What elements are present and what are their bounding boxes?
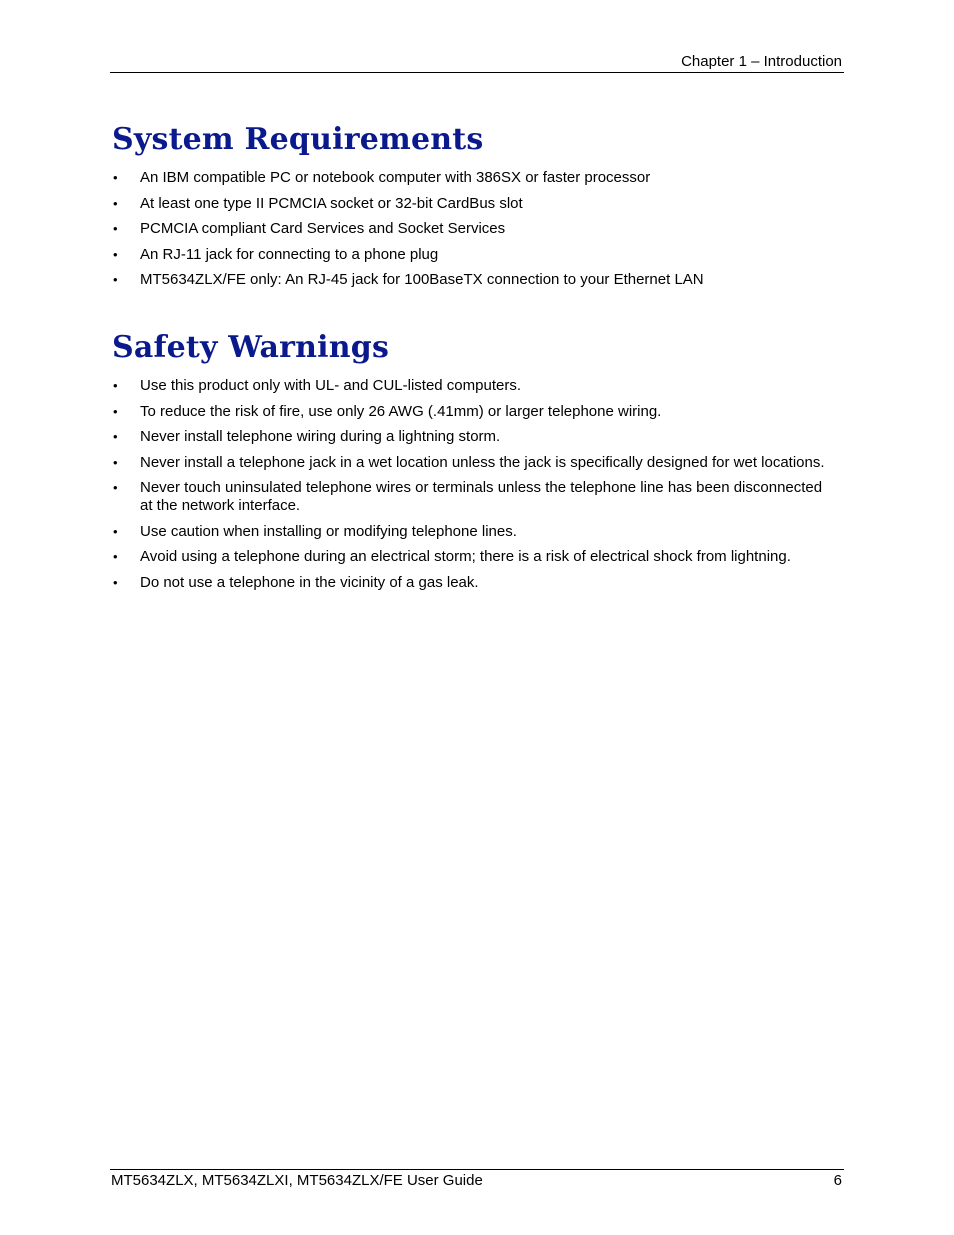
page-header: [110, 52, 844, 73]
safety-warnings-list: [110, 377, 830, 599]
list-item: • Use caution when installing or modifying telephone lines.: [110, 523, 830, 541]
safety-warnings-title: Safety Warnings: [112, 330, 390, 365]
system-requirements-title: System Requirements: [112, 122, 484, 157]
system-requirements-list: [110, 169, 830, 297]
list-item: • An IBM compatible PC or notebook computer with 386SX or faster processor: [110, 169, 830, 187]
list-item: • Use this product only with UL- and CUL-listed computers.: [110, 377, 830, 395]
list-item: • MT5634ZLX/FE only: An RJ-45 jack for 100BaseTX connection to your Ethernet LAN: [110, 271, 830, 289]
list-item: • To reduce the risk of fire, use only 26 AWG (.41mm) or larger telephone wiring.: [110, 403, 830, 421]
chapter-heading: Chapter 1 – Introduction: [681, 53, 842, 70]
page-number: 6: [833, 1172, 842, 1189]
list-item: • Never touch uninsulated telephone wires or terminals unless the telephone line has been disconnected at the network interface.: [110, 479, 830, 515]
list-item: • Do not use a telephone in the vicinity of a gas leak.: [110, 574, 830, 592]
list-item: • Never install a telephone jack in a wet location unless the jack is specifically designed for wet locations.: [110, 454, 830, 472]
list-item: • At least one type II PCMCIA socket or 32-bit CardBus slot: [110, 195, 830, 213]
list-item: • Avoid using a telephone during an electrical storm; there is a risk of electrical shock from lightning.: [110, 548, 830, 566]
guide-title: MT5634ZLX, MT5634ZLXI, MT5634ZLX/FE User Guide: [111, 1172, 483, 1189]
page-footer: [110, 1169, 844, 1194]
list-item: • An RJ-11 jack for connecting to a phone plug: [110, 246, 830, 264]
list-item: • Never install telephone wiring during a lightning storm.: [110, 428, 830, 446]
list-item: • PCMCIA compliant Card Services and Socket Services: [110, 220, 830, 238]
